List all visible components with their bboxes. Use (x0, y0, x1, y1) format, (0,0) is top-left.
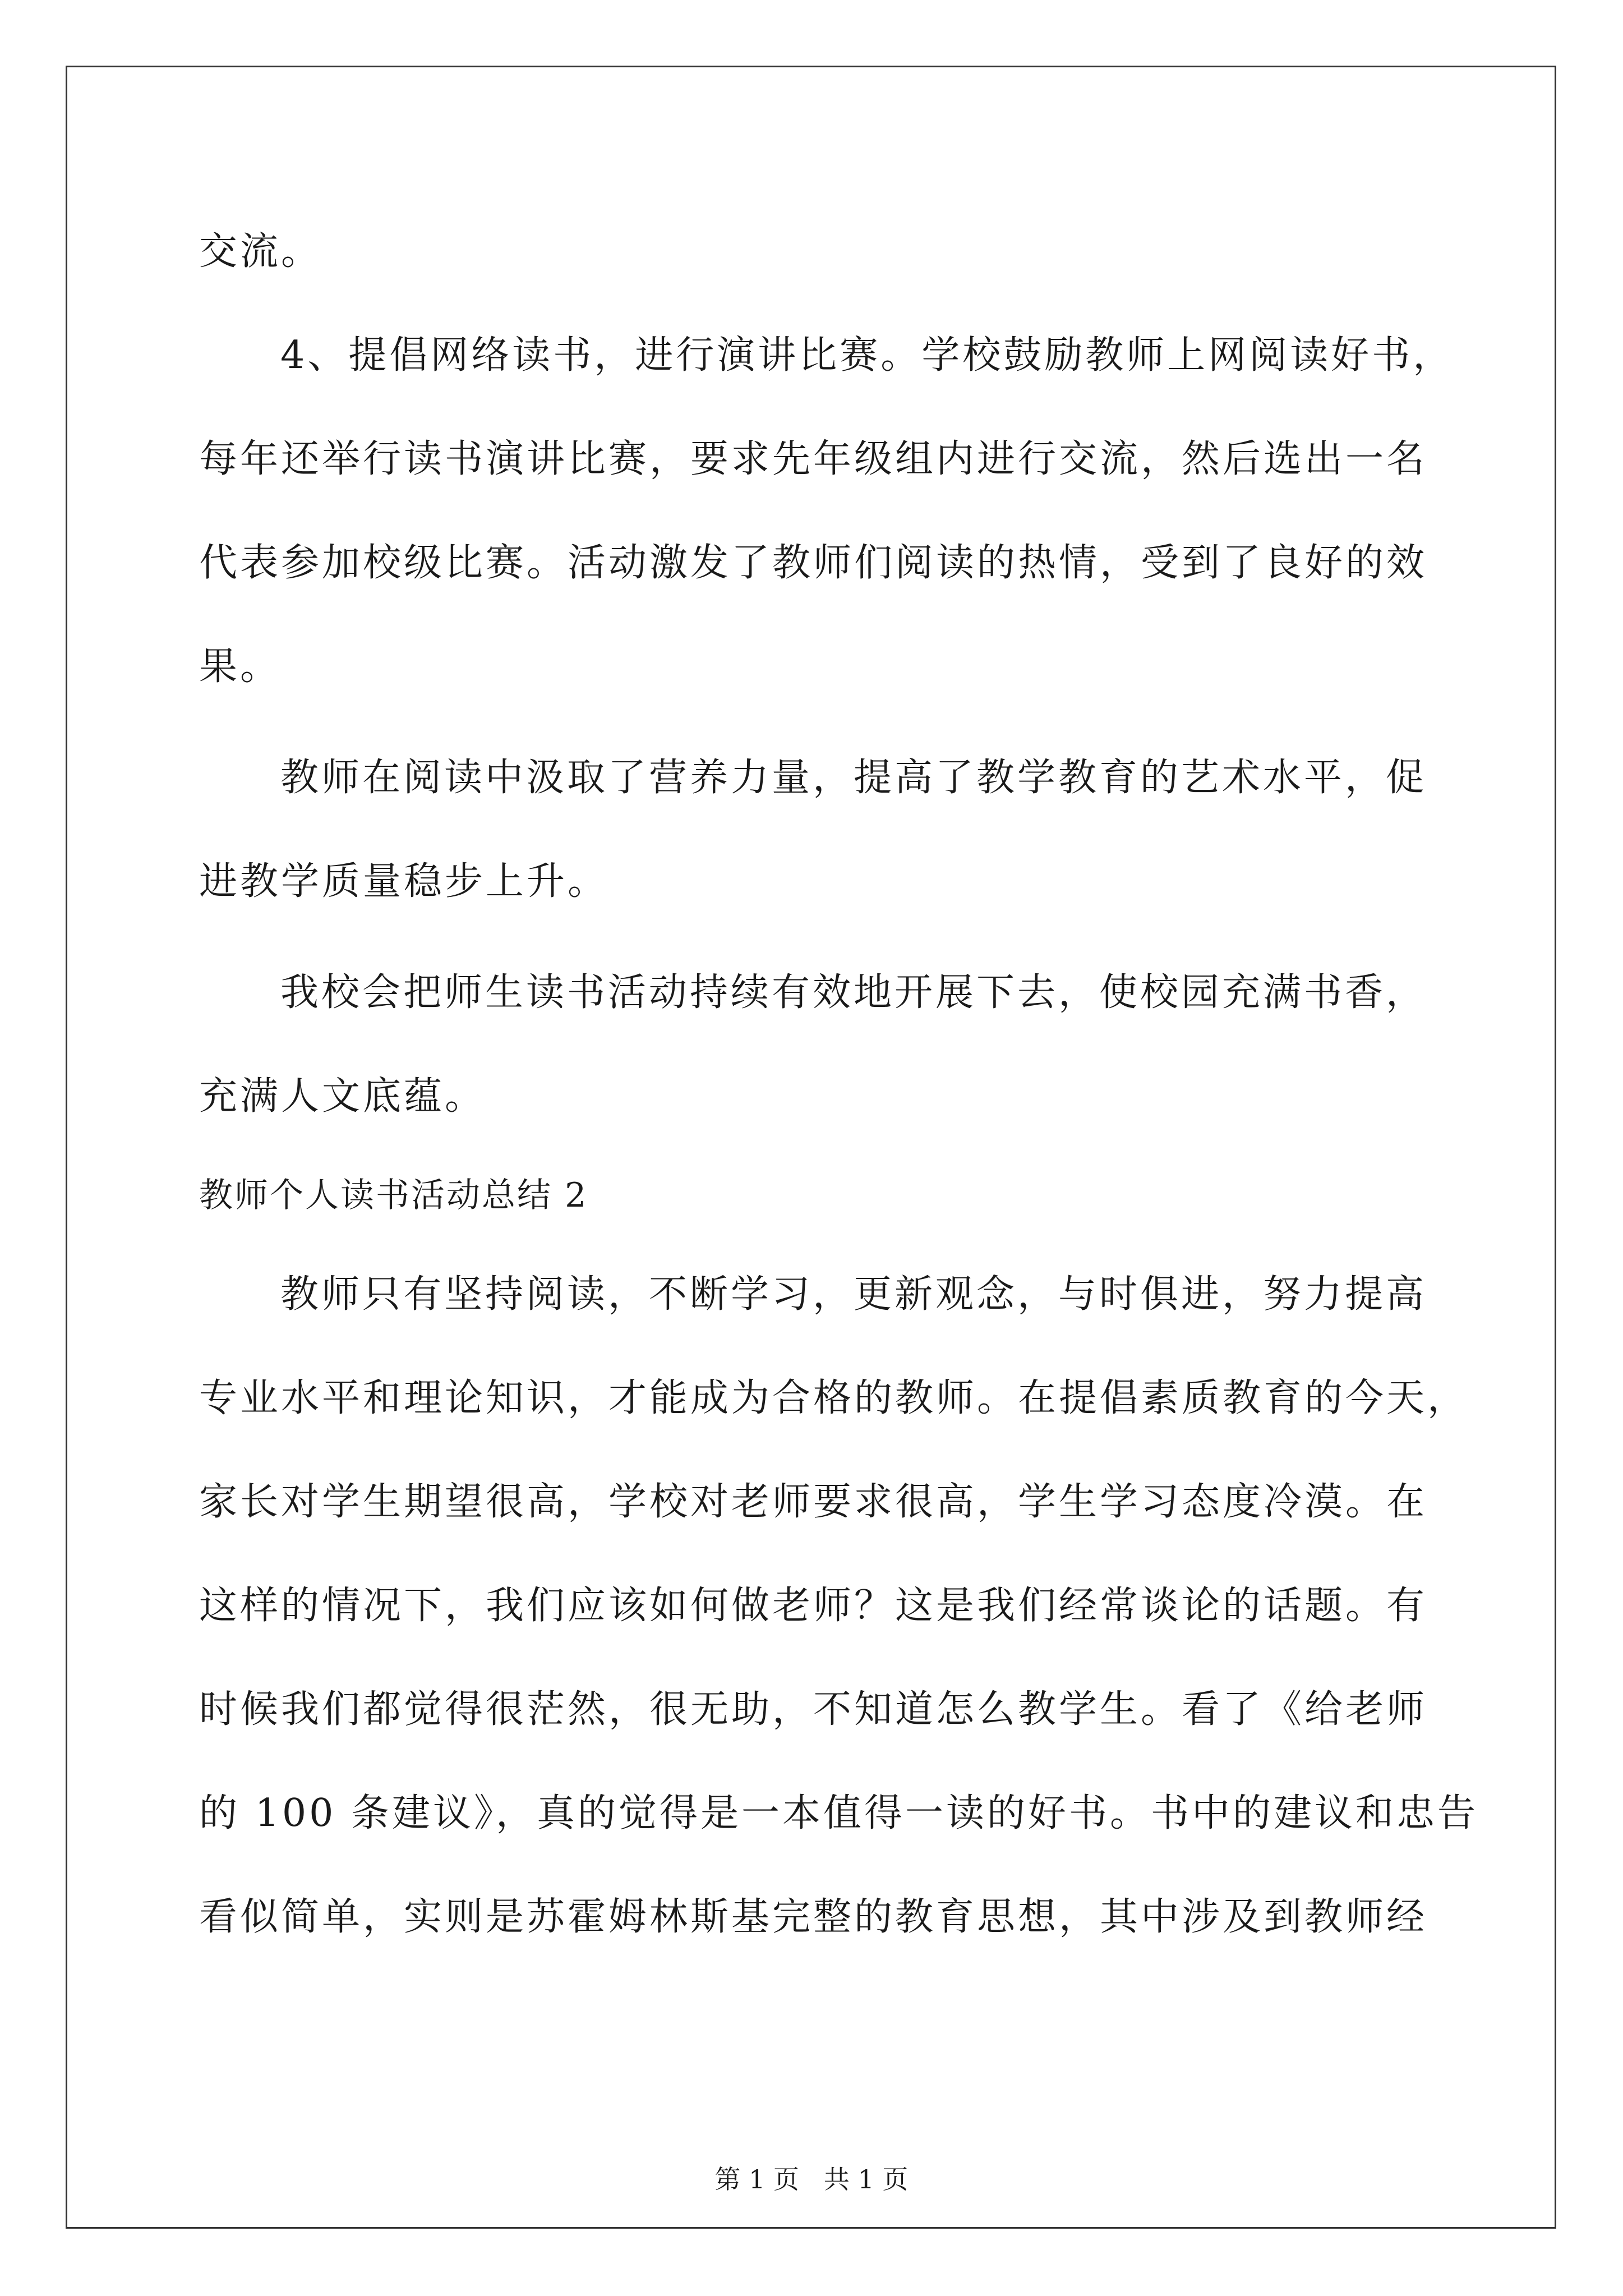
text-line: 4、提倡网络读书，进行演讲比赛。学校鼓励教师上网阅读好书， (280, 333, 1454, 378)
text-line: 这样的情况下，我们应该如何做老师？这是我们经常谈论的话题。有 (199, 1584, 1428, 1628)
text-line: 专业水平和理论知识，才能成为合格的教师。在提倡素质教育的今天， (199, 1376, 1469, 1420)
text-line: 我校会把师生读书活动持续有效地开展下去，使校园充满书香， (280, 970, 1427, 1015)
text-line: 教师只有坚持阅读，不断学习，更新观念，与时俱进，努力提高 (280, 1272, 1427, 1317)
text-line: 代表参加校级比赛。活动激发了教师们阅读的热情，受到了良好的效 (199, 541, 1428, 585)
text-line: 充满人文底蕴。 (199, 1074, 486, 1119)
text-line: 看似简单，实则是苏霍姆林斯基完整的教育思想，其中涉及到教师经 (199, 1895, 1428, 1939)
text-line: 每年还举行读书演讲比赛，要求先年级组内进行交流，然后选出一名 (199, 437, 1428, 481)
text-line: 家长对学生期望很高，学校对老师要求很高，学生学习态度冷漠。在 (199, 1480, 1428, 1524)
text-line: 进教学质量稳步上升。 (199, 859, 609, 904)
text-line: 教师在阅读中汲取了营养力量，提高了教学教育的艺术水平，促 (280, 756, 1427, 800)
section-heading: 教师个人读书活动总结 2 (199, 1176, 588, 1215)
text-line: 交流。 (199, 229, 322, 274)
text-line: 果。 (199, 645, 282, 689)
page-footer: 第 1 页 共 1 页 (714, 2164, 909, 2194)
text-line: 的 100 条建议》，真的觉得是一本值得一读的好书。书中的建议和忠告 (199, 1791, 1479, 1835)
text-line: 时候我们都觉得很茫然，很无助，不知道怎么教学生。看了《给老师 (199, 1687, 1428, 1732)
